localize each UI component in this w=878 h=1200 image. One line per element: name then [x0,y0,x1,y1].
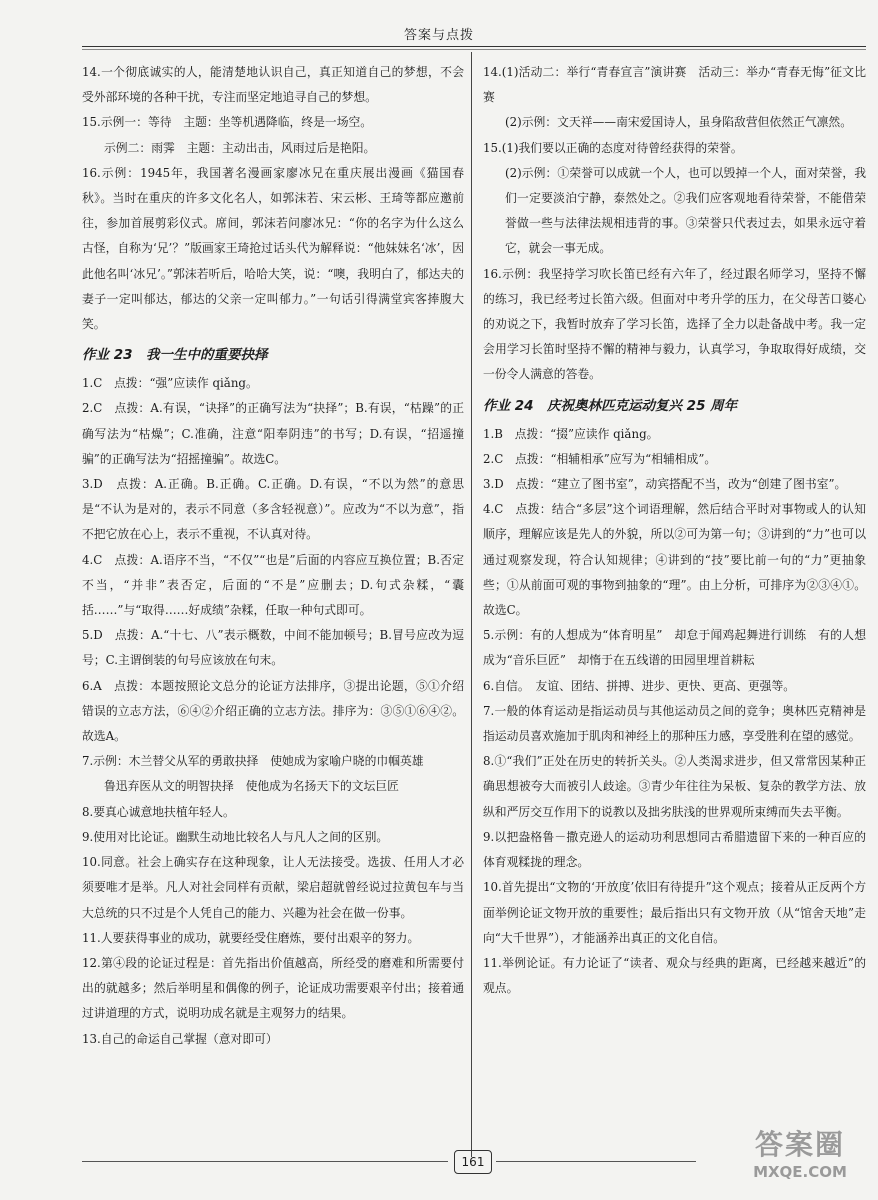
answer-item: 9.使用对比论证。幽默生动地比较名人与凡人之间的区别。 [82,829,389,844]
answer-item: 鲁迅弃医从文的明智抉择 使他成为名扬天下的文坛巨匠 [104,779,399,794]
answer-item: 8.①“我们”正处在历史的转折关头。②人类渴求进步，但又常常因某种正确思想被夸大而被引人歧途。③青少年往往为呆板、复杂的教学方法、放纵和严厉交互作用下的说教以及拙劣肤浅的世界观所束缚而失去平衡。 [483,754,866,819]
answer-item: 16.示例：我坚持学习吹长笛已经有六年了，经过跟名师学习，坚持不懈的练习，我已经考过长笛六级。但面对中考升学的压力，在父母苦口婆心的劝说之下，我暂时放弃了学习长笛，选择了全力以赴备战中考。我一定会用学习长笛时坚持不懈的精神与毅力，认真学习，争取取得好成绩，交一份令人满意的答卷。 [483,266,866,382]
section-heading-23: 作业 23 我一生中的重要抉择 [82,347,268,364]
answer-item: (2)示例：文天祥——南宋爱国诗人，虽身陷敌营但依然正气凛然。 [505,115,853,130]
answer-item: 7.一般的体育运动是指运动员与其他运动员之间的竞争；奥林匹克精神是指运动员喜欢施加于肌肉和神经上的那种压力感，享受胜利在望的感觉。 [483,703,866,744]
answer-item: 4.C 点拨：A.语序不当，“不仅”“也是”后面的内容应互换位置；B.否定不当，“并非”表否定，后面的“不是”应删去；D.句式杂糅，“囊括……”与“取得……好成绩”杂糅，任取一种句式即可。 [82,552,464,618]
answer-item: 11.举例论证。有力论证了“读者、观众与经典的距离，已经越来越近”的观点。 [483,955,866,996]
header-rule [82,46,866,47]
left-column [82,60,464,1052]
watermark-url: MXQE.COM [753,1163,847,1181]
answer-item: 5.示例：有的人想成为“体育明星” 却怠于闻鸡起舞进行训练 有的人想成为“音乐巨匠” 却惰于在五线谱的田园里埋首耕耘 [483,628,866,668]
answer-item: 10.同意。社会上确实存在这种现象，让人无法接受。选拔、任用人才必须要唯才是举。凡人对社会同样有贡献，梁启超就曾经说过拉黄包车与当大总统的只不过是个人凭自己的能力、兴趣为社会在做一份事。 [82,855,464,920]
answer-item: 5.D 点拨：A.“十七、八”表示概数，中间不能加顿号；B.冒号应改为逗号；C.主谓倒装的句号应该放在句末。 [82,628,464,668]
footer-rule-left [82,1161,448,1162]
answer-item: 3.D 点拨：“建立了图书室”，动宾搭配不当，改为“创建了图书室”。 [483,477,847,492]
answer-item: 8.要真心诚意地扶植年轻人。 [82,804,235,819]
answer-item: 6.自信。 友谊、团结、拼搏、进步、更快、更高、更强等。 [483,678,796,693]
answer-item: 9.以把盎格鲁－撒克逊人的运动功利思想同古希腊遗留下来的一种百应的体育观糅拢的理念。 [483,829,866,870]
answer-item: 14.一个彻底诚实的人，能清楚地认识自己，真正知道自己的梦想，不会受外部环境的各种干扰，专注而坚定地追寻自己的梦想。 [82,65,464,105]
answer-item: 15.(1)我们要以正确的态度对待曾经获得的荣誉。 [483,140,743,155]
answer-item: 示例二：雨霁 主题：主动出击，风雨过后是艳阳。 [104,140,376,155]
answer-item: 13.自己的命运自己掌握（意对即可） [82,1031,278,1046]
answer-item: 1.C 点拨：“强”应读作 qiǎng。 [82,376,258,391]
answer-item: (2)示例：①荣誉可以成就一个人，也可以毁掉一个人，面对荣誉，我们一定要淡泊宁静，泰然处之。②我们应客观地看待荣誉，不能借荣誉做一些与法律法规相违背的事。③荣誉只代表过去，如果永远守着它，就会一事无成。 [505,165,866,256]
answer-item: 14.(1)活动二：举行“青春宣言”演讲赛 活动三：举办“青春无悔”征文比赛 [483,65,866,105]
right-column [483,60,866,1001]
answer-item: 11.人要获得事业的成功，就要经受住磨炼，要付出艰辛的努力。 [82,930,420,945]
answer-item: 3.D 点拨：A.正确。B.正确。C.正确。D.有误，“不以为然”的意思是“不认为是对的，表示不同意（多含轻视意）”。应改为“不以为意”，指不把它放在心上，表示不重视，不认真对待。 [82,477,464,542]
answer-item: 15.示例一：等待 主题：坐等机遇降临，终是一场空。 [82,115,373,130]
answer-item: 16.示例：1945年，我国著名漫画家廖冰兄在重庆展出漫画《猫国春秋》。当时在重庆的许多文化名人，如郭沫若、宋云彬、王琦等都应邀前往，参加首展剪彩仪式。席间，郭沫若问廖冰兄：“你的名字为什么这么古怪，自称为‘兄’？”版画家王琦抢过话头代为解释说：“他妹妹名‘冰’，因此他名叫‘冰兄’。”郭沫若听后，哈哈大笑，说：“噢，我明白了，郁达夫的妻子一定叫郁达，郁达的父亲一定叫郁力。”一句话引得满堂宾客捧腹大笑。 [82,165,464,332]
answer-item: 7.示例：木兰替父从军的勇敢抉择 使她成为家喻户晓的巾帼英雄 [82,754,424,769]
watermark-logo: 答案圈 [754,1128,845,1161]
answer-item: 6.A 点拨：本题按照论文总分的论证方法排序，③提出论题，⑤①介绍错误的立志方法，⑥④②介绍正确的立志方法。排序为：③⑤①⑥④②。故选A。 [82,678,464,744]
header-rule-secondary [82,49,866,50]
header-title: 答案与点拨 [403,28,474,43]
answer-item: 1.B 点拨：“掇”应读作 qiǎng。 [483,426,659,441]
answer-item: 4.C 点拨：结合“多层”这个词语理解，然后结合平时对事物或人的认知顺序，理解应该是先人的外貌，所以②可为第一句；③讲到的“力”也可以通过观察发现，符合认知规律；④讲到的“技”要比前一句的“力”更抽象些；①从前面可观的事物到抽象的“理”。由上分析，可排序为②③④①。故选C。 [483,502,866,618]
footer-rule-right [496,1161,696,1162]
page-number: 161 [454,1150,492,1174]
answer-item: 2.C 点拨：A.有误，“诀择”的正确写法为“抉择”；B.有误，“枯躁”的正确写法为“枯燥”；C.准确，注意“阳奉阴违”的书写；D.有误，“招遥撞骗”的正确写法为“招摇撞骗”。故选C。 [82,401,464,466]
watermark [736,1128,864,1190]
section-heading-24: 作业 24 庆祝奥林匹克运动复兴 25 周年 [483,397,738,414]
answer-item: 2.C 点拨：“相辅相承”应写为“相辅相成”。 [483,451,717,466]
answer-item: 12.第④段的论证过程是：首先指出价值越高，所经受的磨难和所需要付出的就越多；然后举明星和偶像的例子，论证成功需要艰辛付出；接着通过讲道理的方式，说明功成名就是主观努力的结果。 [82,955,464,1021]
answer-item: 10.首先提出“文物的‘开放度’依旧有待提升”这个观点；接着从正反两个方面举例论证文物开放的重要性；最后指出只有文物开放（从“馆舍天地”走向“大千世界”），才能涵养出真正的文化自信。 [483,880,866,945]
column-divider [471,52,472,1157]
